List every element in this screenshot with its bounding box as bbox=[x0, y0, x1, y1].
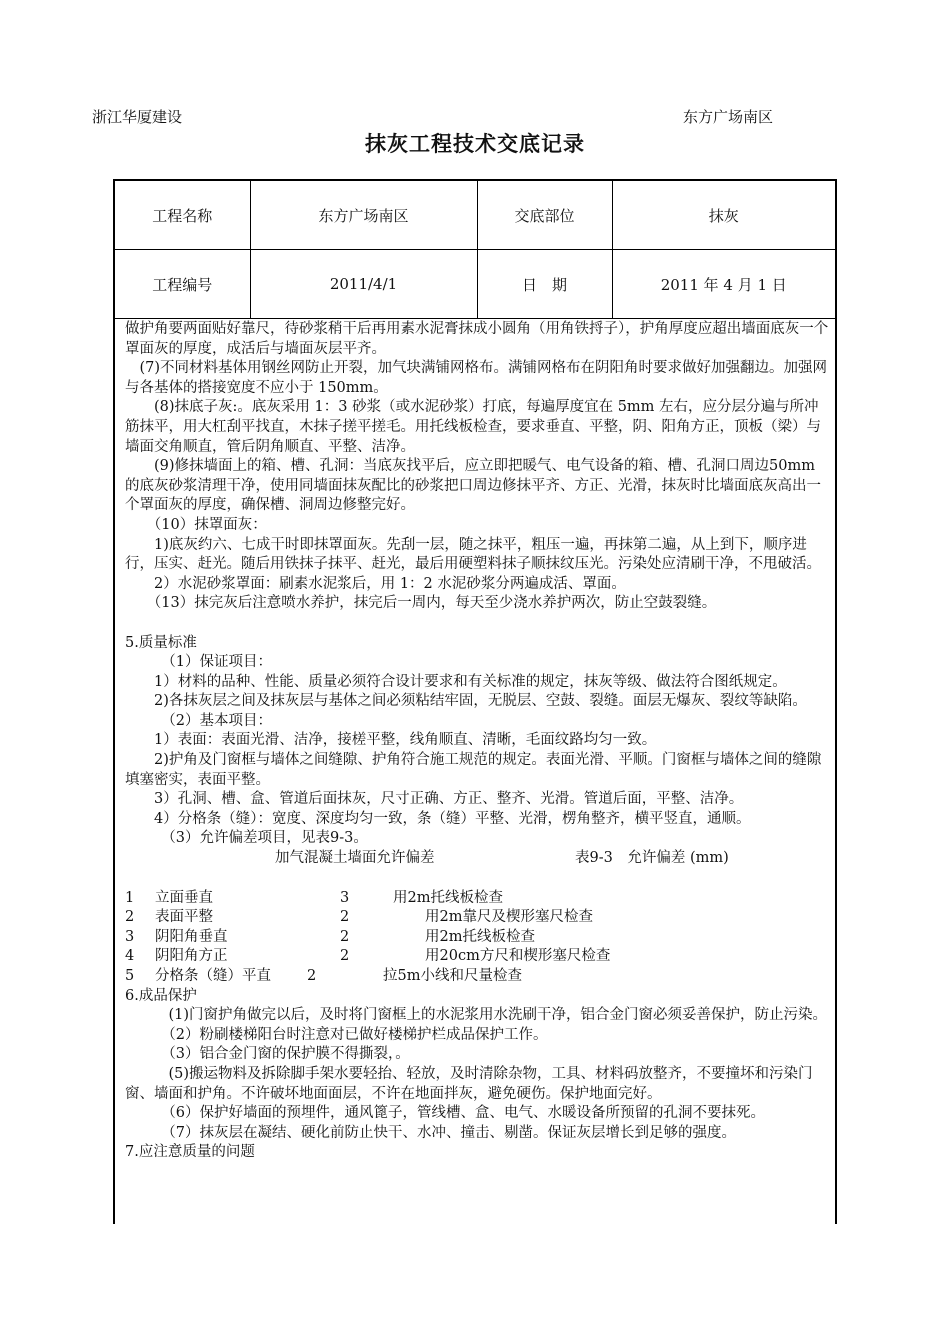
section-heading: 7.应注意质量的问题 bbox=[125, 1144, 255, 1161]
company-name: 浙江华厦建设 bbox=[92, 108, 183, 126]
label-disclosure-part: 交底部位 bbox=[477, 181, 612, 250]
paragraph: (8)抹底子灰:。底灰采用 1：3 砂浆（或水泥砂浆）打底，每遍厚度宜在 5mm 左右，应分层分遍与所冲筋抹平，用大杠刮平找直，木抹子搓平搓毛。用托线板检查，要求垂直、平整，阴、阳角方正，顶板（梁）与墙面交角顺直，管后阴角顺直、平整、洁净。 bbox=[125, 399, 821, 455]
section-heading: 6.成品保护 bbox=[125, 987, 197, 1004]
value-project-number: 2011/4/1 bbox=[250, 250, 477, 319]
deviation-value: 2 bbox=[340, 948, 350, 965]
value-project-name: 东方广场南区 bbox=[250, 181, 477, 250]
paragraph: 4）分格条（缝）：宽度、深度均匀一致，条（缝）平整、光滑，楞角整齐，横平竖直，通顺。 bbox=[125, 810, 751, 827]
paragraph: 1）表面：表面光滑、洁净，接槎平整，线角顺直、清晰，毛面纹路均匀一致。 bbox=[125, 732, 657, 749]
deviation-method: 用2m靠尺及楔形塞尺检查 bbox=[425, 909, 593, 926]
deviation-method: 用2m托线板检查 bbox=[393, 889, 503, 906]
project-name-header: 东方广场南区 bbox=[683, 108, 774, 126]
deviation-row bbox=[125, 908, 833, 928]
deviation-method: 用20cm方尺和楔形塞尺检查 bbox=[425, 948, 611, 965]
deviation-item: 表面平整 bbox=[155, 909, 213, 926]
paragraph: （10）抹罩面灰： bbox=[125, 516, 267, 533]
deviation-row bbox=[125, 947, 833, 967]
paragraph: （7）抹灰层在凝结、硬化前防止快干、水冲、撞击、剔凿。保证灰层增长到足够的强度。 bbox=[125, 1124, 736, 1141]
deviation-value: 2 bbox=[340, 928, 350, 945]
deviation-item: 分格条（缝）平直 bbox=[155, 968, 271, 984]
deviation-no: 2 bbox=[125, 909, 135, 926]
label-project-name: 工程名称 bbox=[115, 181, 250, 250]
info-table bbox=[115, 181, 835, 319]
deviation-value: 2 bbox=[340, 909, 350, 926]
paragraph: （13）抹完灰后注意喷水养护，抹完后一周内，每天至少浇水养护两次，防止空鼓裂缝。 bbox=[125, 595, 717, 612]
paragraph: （3）铝合金门窗的保护膜不得撕裂，。 bbox=[125, 1046, 410, 1063]
deviation-table-caption bbox=[125, 849, 833, 869]
value-disclosure-part: 抹灰 bbox=[612, 181, 835, 250]
paragraph: （2）基本项目： bbox=[125, 712, 272, 729]
paragraph: 1）材料的品种、性能、质量必须符合设计要求和有关标准的规定，抹灰等级、做法符合图纸规定。 bbox=[125, 673, 787, 690]
caption-right: 表9-3 允许偏差 (mm) bbox=[575, 850, 729, 867]
deviation-row bbox=[125, 928, 833, 948]
value-date: 2011 年 4 月 1 日 bbox=[612, 250, 835, 319]
paragraph: （6）保护好墙面的预埋件，通风篦子，管线槽、盒、电气、水暖设备所预留的孔洞不要抹死。 bbox=[125, 1105, 765, 1122]
deviation-row bbox=[125, 967, 833, 987]
deviation-row bbox=[125, 889, 833, 909]
paragraph: 3）孔洞、槽、盒、管道后面抹灰，尺寸正确、方正、整齐、光滑。管道后面，平整、洁净。 bbox=[125, 791, 744, 808]
deviation-method: 用2m托线板检查 bbox=[425, 928, 535, 945]
spacer bbox=[125, 614, 833, 634]
deviation-no: 4 bbox=[125, 948, 135, 965]
paragraph: 做护角要两面贴好靠尺，待砂浆稍干后再用素水泥膏抹成小圆角（用角铁捋子），护角厚度应超出墙面底灰一个罩面灰的厚度，成活后与墙面灰层平齐。 bbox=[125, 321, 829, 357]
paragraph: 2)各抹灰层之间及抹灰层与基体之间必须粘结牢固，无脱层、空鼓、裂缝。面层无爆灰、裂纹等缺陷。 bbox=[125, 693, 807, 710]
deviation-no: 3 bbox=[125, 928, 135, 945]
section-heading: 5.质量标准 bbox=[125, 634, 197, 651]
label-project-number: 工程编号 bbox=[115, 250, 250, 319]
paragraph: （1）保证项目： bbox=[125, 654, 272, 671]
deviation-method: 拉5m小线和尺量检查 bbox=[383, 968, 522, 984]
disclosure-content bbox=[125, 320, 833, 1163]
paragraph: (9)修抹墙面上的箱、槽、孔洞：当底灰找平后，应立即把暖气、电气设备的箱、槽、孔洞口周边50mm 的底灰砂浆清理干净，使用同墙面抹灰配比的砂浆把口周边修抹平齐、方正、光滑，抹灰时比墙面底灰高出一个罩面灰的厚度，确保槽、洞周边修整完好。 bbox=[125, 458, 821, 514]
paragraph: 2)护角及门窗框与墙体之间缝隙、护角符合施工规范的规定。表面光滑、平顺。门窗框与墙体之间的缝隙填塞密实，表面平整。 bbox=[125, 752, 822, 788]
document-title: 抹灰工程技术交底记录 bbox=[365, 132, 585, 156]
deviation-value: 3 bbox=[340, 889, 350, 906]
caption-left: 加气混凝土墙面允许偏差 bbox=[275, 850, 435, 867]
label-date: 日 期 bbox=[477, 250, 612, 319]
paragraph: (7)不同材料基体用钢丝网防止开裂，加气块满铺网格布。满铺网格布在阴阳角时要求做好加强翻边。加强网与各基体的搭接宽度不应小于 150mm。 bbox=[125, 360, 828, 396]
deviation-no: 5 bbox=[125, 968, 135, 984]
paragraph: (1)门窗护角做完以后，及时将门窗框上的水泥浆用水洗刷干净，铝合金门窗必须妥善保护，防止污染。 bbox=[125, 1007, 828, 1024]
deviation-item: 阴阳角垂直 bbox=[155, 928, 228, 945]
record-frame bbox=[113, 179, 837, 1224]
paragraph: 1)底灰约六、七成干时即抹罩面灰。先刮一层，随之抹平，粗压一遍，再抹第二遍，从上到下，顺序进行，压实、赶光。随后用铁抹子抹平、赶光，最后用硬塑料抹子顺抹纹压光。污染处应清刷干净，不甩破活。 bbox=[125, 536, 821, 573]
table-row bbox=[115, 181, 835, 250]
paragraph: 2）水泥砂浆罩面：刷素水泥浆后，用 1：2 水泥砂浆分两遍成活、罩面。 bbox=[125, 575, 626, 592]
deviation-no: 1 bbox=[125, 889, 135, 906]
deviation-value: 2 bbox=[307, 968, 317, 984]
paragraph: （2）粉刷楼梯阳台时注意对已做好楼梯护栏成品保护工作。 bbox=[125, 1026, 548, 1043]
paragraph: （3）允许偏差项目，见表9-3。 bbox=[125, 830, 368, 847]
spacer bbox=[125, 869, 833, 889]
table-row bbox=[115, 250, 835, 319]
paragraph: (5)搬运物料及拆除脚手架水要轻抬、轻放，及时清除杂物，工具、材料码放整齐，不要撞坏和污染门窗、墙面和护角。不许破坏地面面层，不许在地面拌灰，避免硬伤。保护地面完好。 bbox=[125, 1065, 813, 1102]
deviation-item: 立面垂直 bbox=[155, 889, 213, 906]
deviation-item: 阴阳角方正 bbox=[155, 948, 228, 965]
